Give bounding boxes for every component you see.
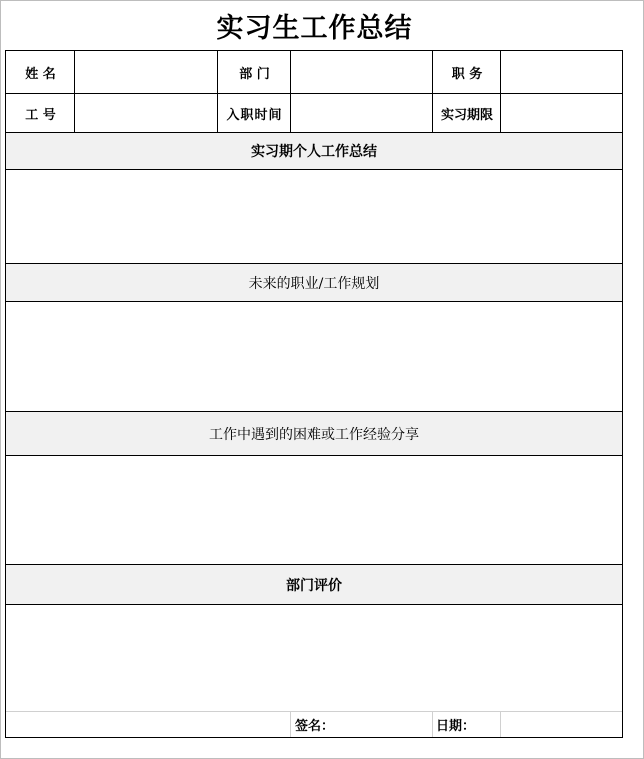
employee-id-label: 工 号 [25,107,56,123]
divider [500,51,501,132]
section-title: 部门评价 [286,577,342,594]
divider [290,711,291,737]
section-header-department-review [6,565,622,604]
divider [432,51,433,132]
summary-content-area[interactable] [6,170,622,263]
career-plan-content-area[interactable] [6,302,622,411]
department-label: 部 门 [239,66,270,82]
employee-id-field[interactable] [75,94,218,132]
section-title: 未来的职业/工作规划 [248,275,380,292]
section-header-summary [6,133,622,169]
department-field[interactable] [291,51,433,93]
position-label: 职 务 [451,66,483,82]
divider [432,711,433,737]
position-field[interactable] [501,51,622,93]
section-header-difficulties [6,412,622,455]
difficulties-content-area[interactable] [6,456,622,564]
divider [217,51,218,132]
date-field[interactable] [501,712,622,736]
divider [6,93,622,94]
section-title: 工作中遇到的困难或工作经验分享 [209,426,419,443]
date-label: 日期： [436,718,476,734]
hire-date-field[interactable] [291,94,433,132]
internship-period-field[interactable] [501,94,622,132]
divider [290,51,291,132]
signature-field[interactable] [346,712,432,736]
hire-date-label: 入职时间 [226,107,283,123]
document-title: 实习生工作总结 [216,13,413,44]
section-header-career-plan [6,264,622,301]
signature-label: 签名： [295,718,335,734]
section-title: 实习期个人工作总结 [251,144,377,160]
form-table [5,50,623,738]
name-label: 姓 名 [25,66,56,82]
internship-period-label: 实习期限 [440,107,493,123]
divider [74,51,75,132]
name-field[interactable] [75,51,218,93]
department-review-content-area[interactable] [6,605,622,711]
